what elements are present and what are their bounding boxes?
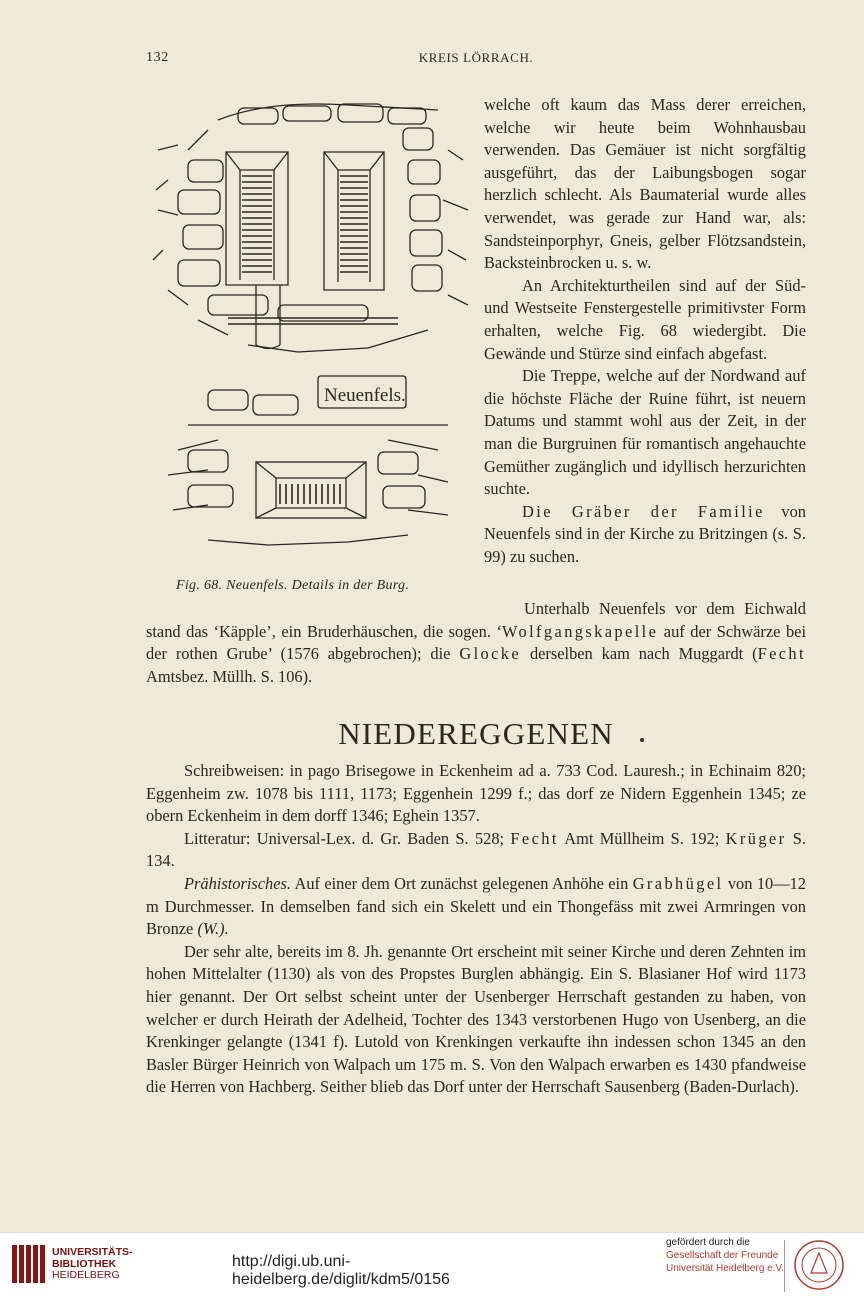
page-number: 132 — [146, 50, 169, 65]
glocke: Glocke — [459, 644, 522, 664]
figure-inscription: Neuenfels. — [324, 385, 406, 406]
graeber-lead: Die Gräber der Familie — [522, 501, 765, 521]
fecht-ref: Fecht — [757, 644, 806, 664]
paragraph-history: Der sehr alte, bereits im 8. Jh. genannte Ort erscheint mit seiner Kirche und deren Zehnten im hohen Mittelalter (1130) als von des Propstes Burglen abhängig. Ein S. Blasianer Hof wird 1173 hier genannt. Der Ort selbst scheint unter der Usenberger Herrschaft gestanden zu haben, von welcher er durch Heirath der Adelheid, Tochter des 1343 verstorbenen Hugo von Usenberg, an die Krenkinger gelangte (1341 f). Lutold von Krenkingen verkaufte ihn indessen schon 1345 an den Basler Bürger Heinrich von Walpach um 175 m. S. Von den Walpach erwarben es 1430 pfandweise die Herren von Hachberg. Seither blieb das Dorf unter der Herrschaft Sausenberg (Baden-Durlach). — [146, 941, 806, 1097]
paragraph-architektur: An Architekturtheilen sind auf der Süd- und Westseite Fenstergestelle primitivster Form erhalten, welche Fig. 68 wiedergibt. Die Gewände und Stürze sind einfach abgefast. — [484, 275, 806, 363]
society-seal-icon — [793, 1239, 845, 1291]
unterhalb-paragraph-block — [146, 598, 806, 688]
unterhalb-text-2: auf der Schwärze bei der rothen Grube’ (1576 abgebrochen); die — [146, 621, 806, 664]
running-title: KREIS LÖRRACH. — [418, 50, 534, 65]
library-name — [52, 1247, 162, 1282]
sponsor-line-1: gefördert durch die — [666, 1237, 750, 1248]
section-title: NIEDEREGGENEN — [338, 716, 614, 751]
litteratur-text-1: Litteratur: Universal-Lex. d. Gr. Baden S. 528; — [184, 828, 511, 848]
page-header — [146, 50, 806, 72]
litteratur-text-3: S. 134. — [146, 828, 806, 871]
graeber-rest: von Neuenfels sind in der Kirche zu Britzingen (s. S. 99) zu suchen. — [484, 501, 806, 566]
wolfgangskapelle: Wolfgangskapelle — [501, 621, 659, 641]
paragraph-praehistorisches — [146, 873, 806, 941]
unterhalb-text-3: derselben kam nach Muggardt ( — [521, 644, 758, 664]
university-library-logo-icon — [10, 1239, 50, 1289]
footer-divider — [784, 1240, 785, 1292]
paragraph-schreibweisen: Schreibweisen: in pago Brisegowe in Eckenheim ad a. 733 Cod. Lauresh.; in Echinaim 820; Eggenheim zw. 1078 bis 1111, 1173; Eggenhein 1299 f.; das dorf ze Nidern Eggenhein 1345; ze obern Eckenheim in dem dorff 1346; Eghein 1357. — [146, 761, 806, 826]
sponsor-line-3: Universität Heidelberg e.V. — [666, 1263, 785, 1274]
praehist-text-1: Auf einer dem Ort zunächst gelegenen Anhöhe ein — [291, 873, 633, 893]
paragraph-material: welche oft kaum das Mass derer erreichen, welche wir heute beim Wohnhausbau verwenden. Das Gemäuer ist nicht sorgfältig ausgeführt, das der Laibungsbogen sogar herzlich schlecht. Als Baumaterial wurde alles verwendet, was gerade zur Hand war, als: Sandsteinporphyr, Gneis, gelber Flötzsandstein, Backsteinbrocken u. s. w. — [484, 95, 806, 273]
paragraph-litteratur — [146, 828, 806, 873]
litteratur-krueger: Krüger — [725, 828, 787, 848]
window-sketch-drawing — [148, 90, 478, 580]
library-line-2: BIBLIOTHEK — [52, 1257, 117, 1270]
column-text — [484, 94, 806, 568]
title-mark — [640, 738, 644, 742]
paragraph-graeber — [484, 501, 806, 569]
praehist-text-2: von 10—12 m Durchmesser. In demselben fand sich ein Skelett und ein Thongefäss mit zwei Armringen von Bronze — [146, 873, 806, 939]
library-line-1: UNIVERSITÄTS- — [52, 1246, 133, 1258]
paragraph-unterhalb — [146, 598, 806, 688]
permalink-url[interactable]: http://digi.ub.uni-heidelberg.de/diglit/kdm5/0156 — [232, 1253, 450, 1288]
litteratur-fecht: Fecht — [510, 828, 559, 848]
sponsor-line-2: Gesellschaft der Freunde — [666, 1250, 779, 1261]
litteratur-text-2: Amt Müllheim S. 192; — [558, 828, 726, 848]
unterhalb-text-1: Unterhalb Neuenfels vor dem Eichwald stand das ‘Käpple’, ein Bruderhäuschen, die sogen. ‘ — [146, 599, 806, 641]
unterhalb-text-4: Amtsbez. Müllh. S. 106). — [146, 666, 313, 686]
grabhuegel: Grabhügel — [632, 873, 724, 893]
sponsor-credit — [666, 1236, 786, 1275]
paragraph-treppe: Die Treppe, welche auf der Nordwand auf die höchste Fläche der Ruine führt, ist neuern Datums und stammt wohl aus der Zeit, in der man die Burgruinen für romantisch angehauchte Gemüther zugänglich und idyllisch herzurichten suchte. — [484, 366, 806, 499]
niedereggenen-body — [146, 760, 806, 1099]
praehist-label: Prähistorisches. — [184, 873, 291, 893]
figure-68 — [148, 90, 478, 600]
library-line-3: HEIDELBERG — [52, 1269, 120, 1281]
praehist-signature: (W.). — [197, 919, 229, 939]
figure-caption: Fig. 68. Neuenfels. Details in der Burg. — [176, 578, 410, 593]
